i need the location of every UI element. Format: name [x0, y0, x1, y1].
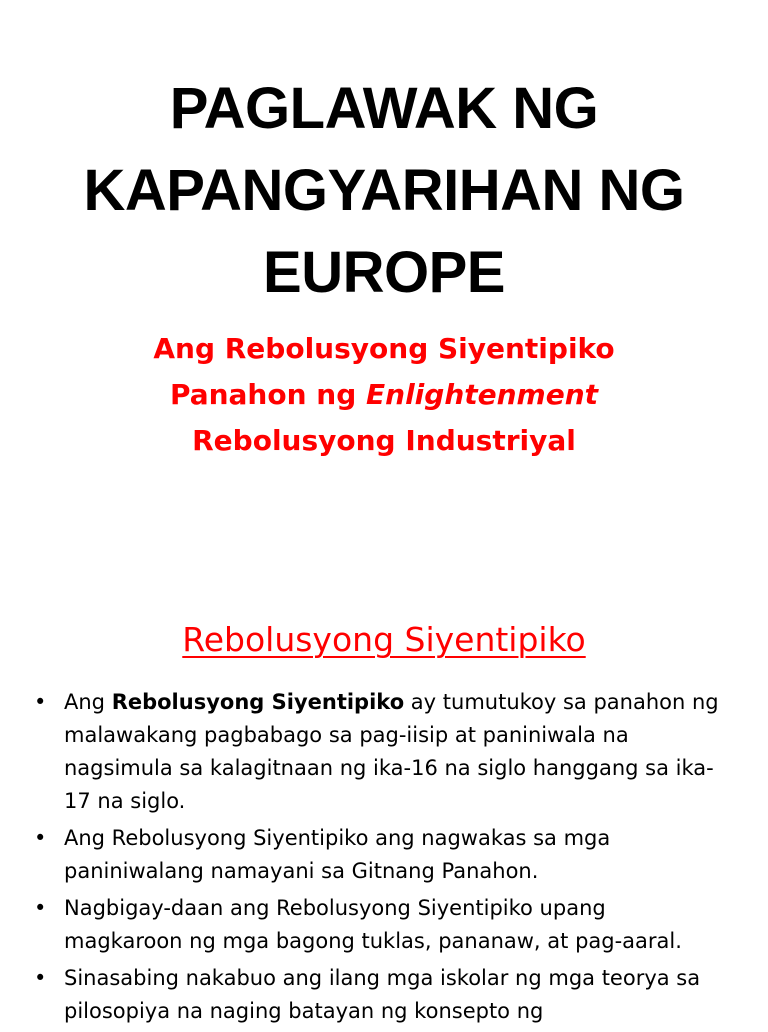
bullet-item — [0, 962, 768, 1028]
bullet-item — [0, 892, 768, 958]
bullet-item — [0, 822, 768, 888]
subtitle-enlightenment-italic: Enlightenment — [366, 378, 599, 411]
subtitle-list — [0, 326, 768, 464]
bullet-text: Ang Rebolusyong Siyentipiko ang nagwakas sa mga paniniwalang namayani sa Gitnang Panahon. — [64, 826, 611, 883]
bullet-text-prefix: Ang — [64, 690, 112, 714]
bullet-list — [0, 686, 768, 1032]
subtitle-scientific-revolution: Ang Rebolusyong Siyentipiko — [153, 332, 615, 365]
bullet-dot: • — [34, 690, 47, 714]
bullet-text-bold: Rebolusyong Siyentipiko — [111, 690, 405, 714]
main-title-line-1: PAGLAWAK NG — [169, 76, 599, 141]
bullet-item — [0, 686, 768, 818]
section-heading: Rebolusyong Siyentipiko — [182, 620, 586, 659]
subtitle-industrial-revolution: Rebolusyong Industriyal — [192, 424, 576, 457]
main-title-line-2: KAPANGYARIHAN NG — [83, 158, 685, 223]
main-title — [0, 68, 768, 314]
bullet-dot: • — [34, 896, 47, 920]
subtitle-enlightenment — [0, 372, 768, 418]
bullet-text: Sinasabing nakabuo ang ilang mga iskolar ng mga teorya sa pilosopiya na naging batayan ng konsepto ng — [64, 966, 701, 1023]
bullet-text-suffix: ay tumutukoy sa panahon ng malawakang pagbabago sa pag-iisip at paniniwala na nagsimula sa kalagitnaan ng ika-16 na siglo hanggang sa ika-17 na siglo. — [64, 690, 719, 813]
main-title-line-3: EUROPE — [263, 240, 505, 305]
bullet-dot: • — [34, 966, 47, 990]
bullet-text: Nagbigay-daan ang Rebolusyong Siyentipiko upang magkaroon ng mga bagong tuklas, pananaw, at pag-aaral. — [64, 896, 682, 953]
bullet-dot: • — [34, 826, 47, 850]
subtitle-enlightenment-prefix: Panahon ng — [169, 378, 367, 411]
